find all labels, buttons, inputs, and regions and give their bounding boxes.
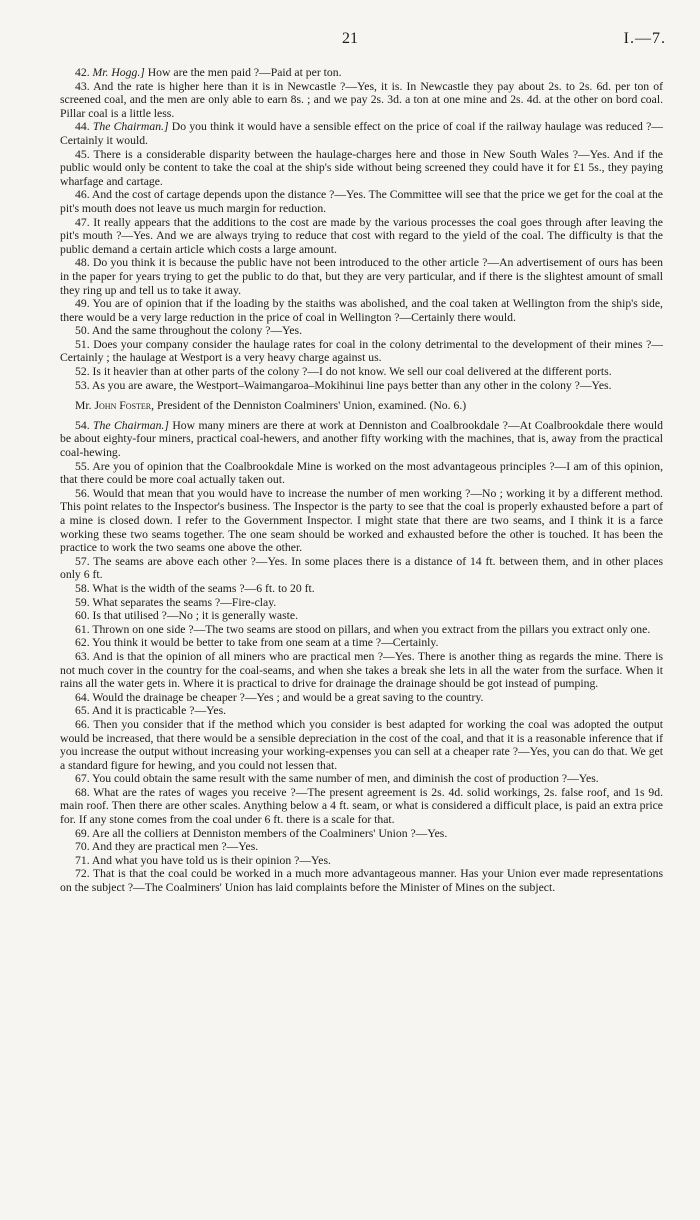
question-paragraph: [60, 786, 663, 827]
question-text: Does your company consider the haulage rates for coal in the colony detrimental to the development of their mines ?—Certainly ; the haulage at Westport is a very heavy charge against us.: [60, 337, 663, 365]
question-text: What is the width of the seams ?—6 ft. to 20 ft.: [92, 581, 315, 595]
question-text: And the rate is higher here than it is in Newcastle ?—Yes, it is. In Newcastle they pay about 2s. to 2s. 6d. per ton of screened coal, and the men are only able to earn 8s. ; and we pay 2s. 3d. a ton at one mine and 2s. 4d. at the other on bord coal. Pillar coal is a little less.: [60, 79, 663, 120]
document-reference: I.—7.: [623, 30, 666, 47]
question-number: 67.: [75, 772, 90, 786]
question-text: How many miners are there at work at Denniston and Coalbrookdale ?—At Coalbrookdale there would be about eighty-four miners, practical coal-hewers, and another fifty working with the machines, that is, away from the practical coal-hewing.: [60, 418, 664, 460]
body-text: [60, 66, 663, 895]
question-paragraph: [60, 840, 663, 854]
question-text: And what you have told us is their opinion ?—Yes.: [91, 853, 331, 867]
question-paragraph: [60, 324, 663, 338]
question-text: That is that the coal could be worked in a much more advantageous manner. Has your Union ever made representations on the subject ?—The Coalminers' Union has laid complaints before the Minister of Mines on the subject.: [60, 867, 663, 895]
question-paragraph: [60, 379, 663, 393]
question-text: What are the rates of wages you receive ?—The present agreement is 2s. 4d. solid workings, 2s. false roof, and 1s 9d. main roof. Then there are other scales. Anything below a 4 ft. seam, or what is considered a difficult place, is paid an extra price for. If any stone comes from the coal under 6 ft. there is a scale for that.: [60, 785, 664, 827]
question-number: 66.: [75, 717, 90, 731]
page-number: 21: [342, 30, 358, 47]
question-paragraph: [60, 216, 663, 257]
question-number: 51.: [75, 337, 90, 351]
heading-name: John Foster: [94, 399, 152, 413]
question-number: 52.: [75, 365, 90, 379]
question-paragraph: [60, 120, 663, 147]
question-paragraph: [60, 297, 663, 324]
question-paragraph: [60, 609, 663, 623]
question-number: 44.: [75, 120, 90, 134]
testimony-part-one: [60, 66, 663, 392]
question-paragraph: [60, 582, 663, 596]
question-text: You think it would be better to take from one seam at a time ?—Certainly.: [92, 636, 439, 650]
question-text: And the cost of cartage depends upon the distance ?—Yes. The Committee will see that the price we get for the coal at the pit's mouth does not leave us much margin for reduction.: [60, 188, 663, 215]
question-number: 53.: [75, 378, 90, 392]
question-number: 42.: [75, 66, 90, 79]
question-paragraph: [60, 460, 663, 487]
question-text: Are all the colliers at Denniston members of the Coalminers' Union ?—Yes.: [91, 826, 448, 840]
question-paragraph: [60, 148, 663, 189]
question-number: 70.: [75, 840, 90, 854]
testimony-part-two: [60, 419, 663, 895]
question-number: 63.: [75, 649, 90, 663]
question-number: 60.: [75, 609, 90, 623]
speaker-label: The Chairman.]: [93, 418, 169, 432]
question-text: Thrown on one side ?—The two seams are stood on pillars, and when you extract from the pillars you extract only one.: [92, 622, 651, 636]
question-paragraph: [60, 636, 663, 650]
question-number: 46.: [75, 188, 90, 202]
question-text: As you are aware, the Westport–Waimangaroa–Mokihinui line pays better than any other in the colony ?—Yes.: [91, 378, 612, 392]
question-number: 62.: [75, 636, 90, 650]
question-paragraph: [60, 718, 663, 772]
question-text: And it is practicable ?—Yes.: [91, 704, 227, 718]
question-text: And is that the opinion of all miners who are practical men ?—Yes. There is another thing as regards the mine. There is not much cover in the country for the coal-seams, and when she takes a break she lets in all the water from the surface. When it rains all the water gets in. Where it is practical to drive for drainage the drainage should be got instead of pumping.: [60, 649, 664, 691]
question-paragraph: [60, 650, 663, 691]
question-number: 56.: [75, 486, 90, 500]
question-paragraph: [60, 867, 663, 894]
question-number: 57.: [75, 554, 90, 568]
question-paragraph: [60, 623, 663, 637]
question-number: 71.: [75, 853, 90, 867]
question-number: 61.: [75, 622, 90, 636]
question-paragraph: [60, 80, 663, 121]
question-text: And the same throughout the colony ?—Yes.: [91, 324, 303, 338]
question-paragraph: [60, 704, 663, 718]
question-paragraph: [60, 854, 663, 868]
question-paragraph: [60, 338, 663, 365]
question-text: You are of opinion that if the loading by the staiths was abolished, and the coal taken at Wellington from the ship's side, there would be a very large reduction in the price of coal in Wellington ?—Certainly there would.: [60, 297, 663, 324]
question-paragraph: [60, 596, 663, 610]
question-paragraph: [60, 365, 663, 379]
question-number: 69.: [75, 826, 90, 840]
question-paragraph: [60, 772, 663, 786]
question-text: Do you think it would have a sensible effect on the price of coal if the railway haulage was reduced ?—Certainly it would.: [60, 120, 663, 147]
question-text: Do you think it is because the public have not been introduced to the other article ?—An advertisement of ours has been in the paper for years trying to get the public to do that, but they are very particular, and if there is the slightest amount of small they ring up and tell us to take it away.: [60, 256, 664, 297]
question-number: 59.: [75, 595, 90, 609]
heading-suffix: , President of the Denniston Coalminers' Union, examined. (No. 6.): [151, 399, 467, 413]
question-text: Is that utilised ?—No ; it is generally waste.: [92, 609, 298, 623]
question-text: Are you of opinion that the Coalbrookdale Mine is worked on the most advantageous principles ?—I am of this opinion, that there could be more coal actually taken out.: [60, 459, 664, 487]
question-text: You could obtain the same result with the same number of men, and diminish the cost of production ?—Yes.: [92, 772, 599, 786]
question-number: 68.: [75, 785, 90, 799]
question-number: 65.: [75, 704, 90, 718]
question-number: 54.: [75, 418, 90, 432]
question-paragraph: [60, 487, 663, 555]
question-paragraph: [60, 256, 663, 297]
question-text: Would that mean that you would have to increase the number of men working ?—No ; working it by a different method. This point relates to the Inspector's business. The Inspector is the party to see that the coal is properly exhausted before a part of a mine is closed down. I refer to the Government Inspector. I might state that there are two seams, and I think it is a farce working these two seams together. The one seam should be worked and exhausted before the other is touched. It has been the practice to work the two seams one above the other.: [60, 486, 663, 555]
question-number: 49.: [75, 297, 90, 311]
question-number: 47.: [75, 215, 90, 229]
question-paragraph: [60, 188, 663, 215]
question-text: And they are practical men ?—Yes.: [91, 840, 259, 854]
question-text: The seams are above each other ?—Yes. In some places there is a distance of 14 ft. between them, and in other places only 6 ft.: [60, 554, 664, 582]
speaker-label: Mr. Hogg.]: [92, 66, 145, 79]
question-paragraph: [60, 691, 663, 705]
question-number: 48.: [75, 256, 90, 270]
question-number: 45.: [75, 147, 90, 161]
question-paragraph: [60, 827, 663, 841]
question-number: 58.: [75, 581, 90, 595]
question-number: 72.: [75, 867, 90, 881]
question-number: 55.: [75, 459, 90, 473]
question-text: It really appears that the additions to the cost are made by the various processes the coal goes through after leaving the pit's mouth ?—Yes. And we are always trying to reduce that cost with regard to the yield of the coal. The difficulty is that the public demand a certain article which costs a large amount.: [60, 215, 663, 256]
section-heading: [60, 399, 663, 413]
question-text: Would the drainage be cheaper ?—Yes ; and would be a great saving to the country.: [92, 690, 484, 704]
question-number: 43.: [75, 79, 90, 93]
question-paragraph: [60, 555, 663, 582]
question-number: 64.: [75, 690, 90, 704]
question-paragraph: [60, 419, 663, 460]
question-text: Is it heavier than at other parts of the colony ?—I do not know. We sell our coal delivered at the different ports.: [92, 365, 612, 379]
question-text: Then you consider that if the method which you consider is best adapted for working the coal was adopted the output would be increased, that there would be a sensible depreciation in the cost of the coal, and that it is a reasonable inference that if you increase the output without increasing your working-expenses you can sell at a cheaper rate ?—Yes, you can do that. We get a standard figure for hewing, and you could not lessen that.: [60, 717, 663, 772]
heading-prefix: Mr.: [75, 399, 92, 413]
question-text: What separates the seams ?—Fire-clay.: [92, 595, 277, 609]
question-text: How are the men paid ?—Paid at per ton.: [147, 66, 342, 79]
question-text: There is a considerable disparity between the haulage-charges here and those in New South Wales ?—Yes. And if the public would only be content to take the coal at the ship's side without being screened they could have it for £1 5s., they paying wharfage and cartage.: [60, 147, 663, 188]
question-paragraph: [60, 66, 663, 80]
speaker-label: The Chairman.]: [92, 120, 169, 134]
question-number: 50.: [75, 324, 90, 338]
